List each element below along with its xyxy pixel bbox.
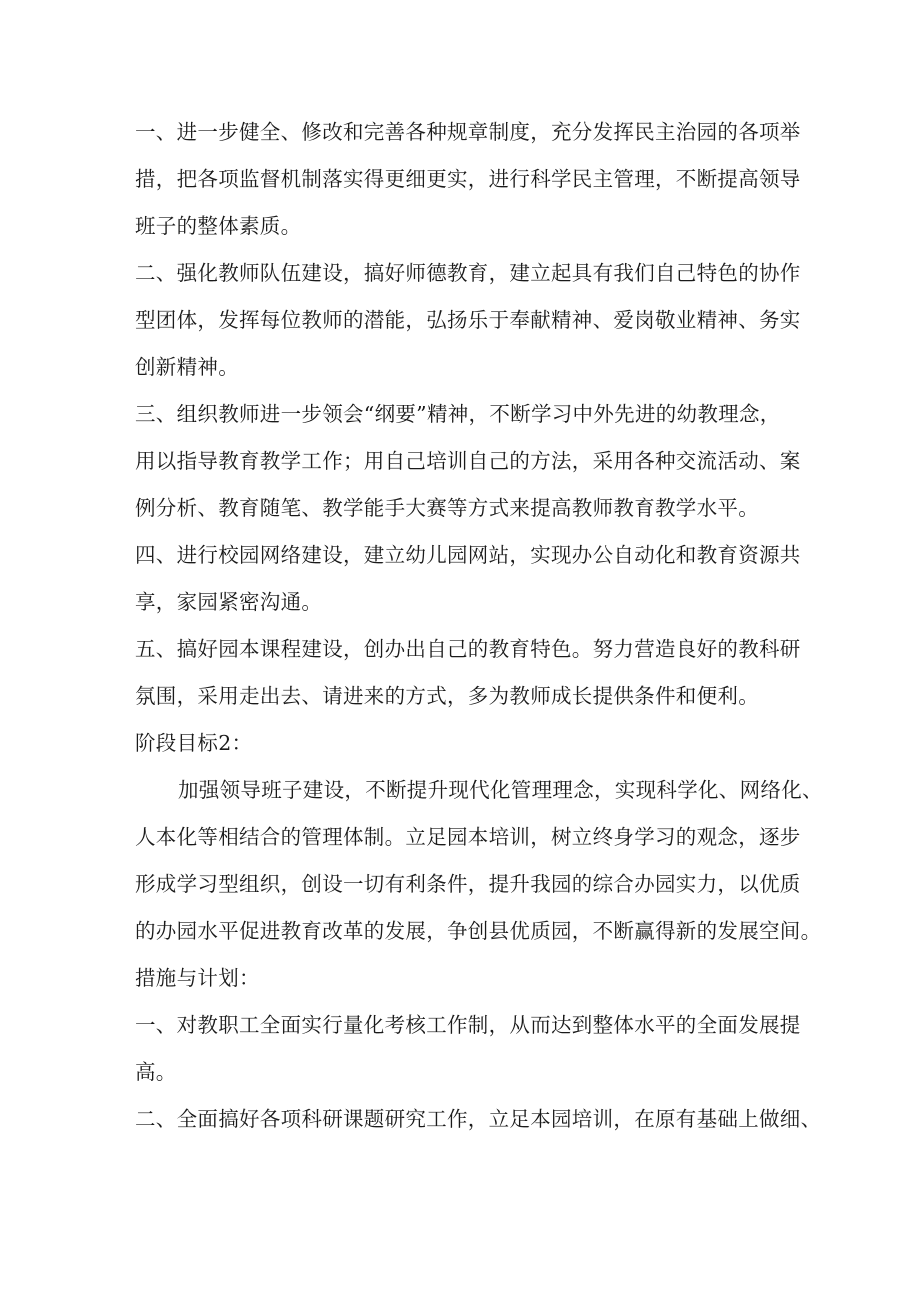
text-line: 班子的整体素质。 [135, 214, 302, 238]
text-line: 一、进一步健全、修改和完善各种规章制度，充分发挥民主治园的各项举 [135, 120, 801, 144]
text-line: 三、组织教师进一步领会“纲要”精神，不断学习中外先进的幼教理念， [135, 402, 781, 426]
text-line: 享，家园紧密沟通。 [135, 590, 323, 614]
section-heading: 措施与计划： [135, 966, 260, 990]
text-line: 用以指导教育教学工作；用自己培训自己的方法，采用各种交流活动、案 [135, 449, 801, 473]
text-line: 措，把各项监督机制落实得更细更实，进行科学民主管理，不断提高领导 [135, 167, 801, 191]
text-line: 人本化等相结合的管理体制。立足园本培训，树立终身学习的观念，逐步 [135, 825, 801, 849]
text-line: 形成学习型组织，创设一切有利条件，提升我园的综合办园实力，以优质 [135, 872, 801, 896]
text-line: 一、对教职工全面实行量化考核工作制，从而达到整体水平的全面发展提 [135, 1013, 801, 1037]
text-line: 四、进行校园网络建设，建立幼儿园网站，实现办公自动化和教育资源共 [135, 543, 801, 567]
text-line: 五、搞好园本课程建设，创办出自己的教育特色。努力营造良好的教科研 [135, 637, 801, 661]
text-line: 例分析、教育随笔、教学能手大赛等方式来提高教师教育教学水平。 [135, 496, 759, 520]
text-line: 加强领导班子建设，不断提升现代化管理理念，实现科学化、网络化、 [178, 778, 823, 802]
text-line: 二、强化教师队伍建设，搞好师德教育，建立起具有我们自己特色的协作 [135, 261, 801, 285]
text-line: 氛围，采用走出去、请进来的方式，多为教师成长提供条件和便利。 [135, 684, 759, 708]
text-line: 高。 [135, 1060, 177, 1084]
text-line: 二、全面搞好各项科研课题研究工作，立足本园培训，在原有基础上做细、 [135, 1107, 822, 1131]
text-line: 创新精神。 [135, 355, 239, 379]
text-line: 的办园水平促进教育改革的发展，争创县优质园，不断赢得新的发展空间。 [135, 919, 822, 943]
text-line: 型团体，发挥每位教师的潜能，弘扬乐于奉献精神、爱岗敬业精神、务实 [135, 308, 801, 332]
section-heading: 阶段目标2： [135, 731, 253, 755]
